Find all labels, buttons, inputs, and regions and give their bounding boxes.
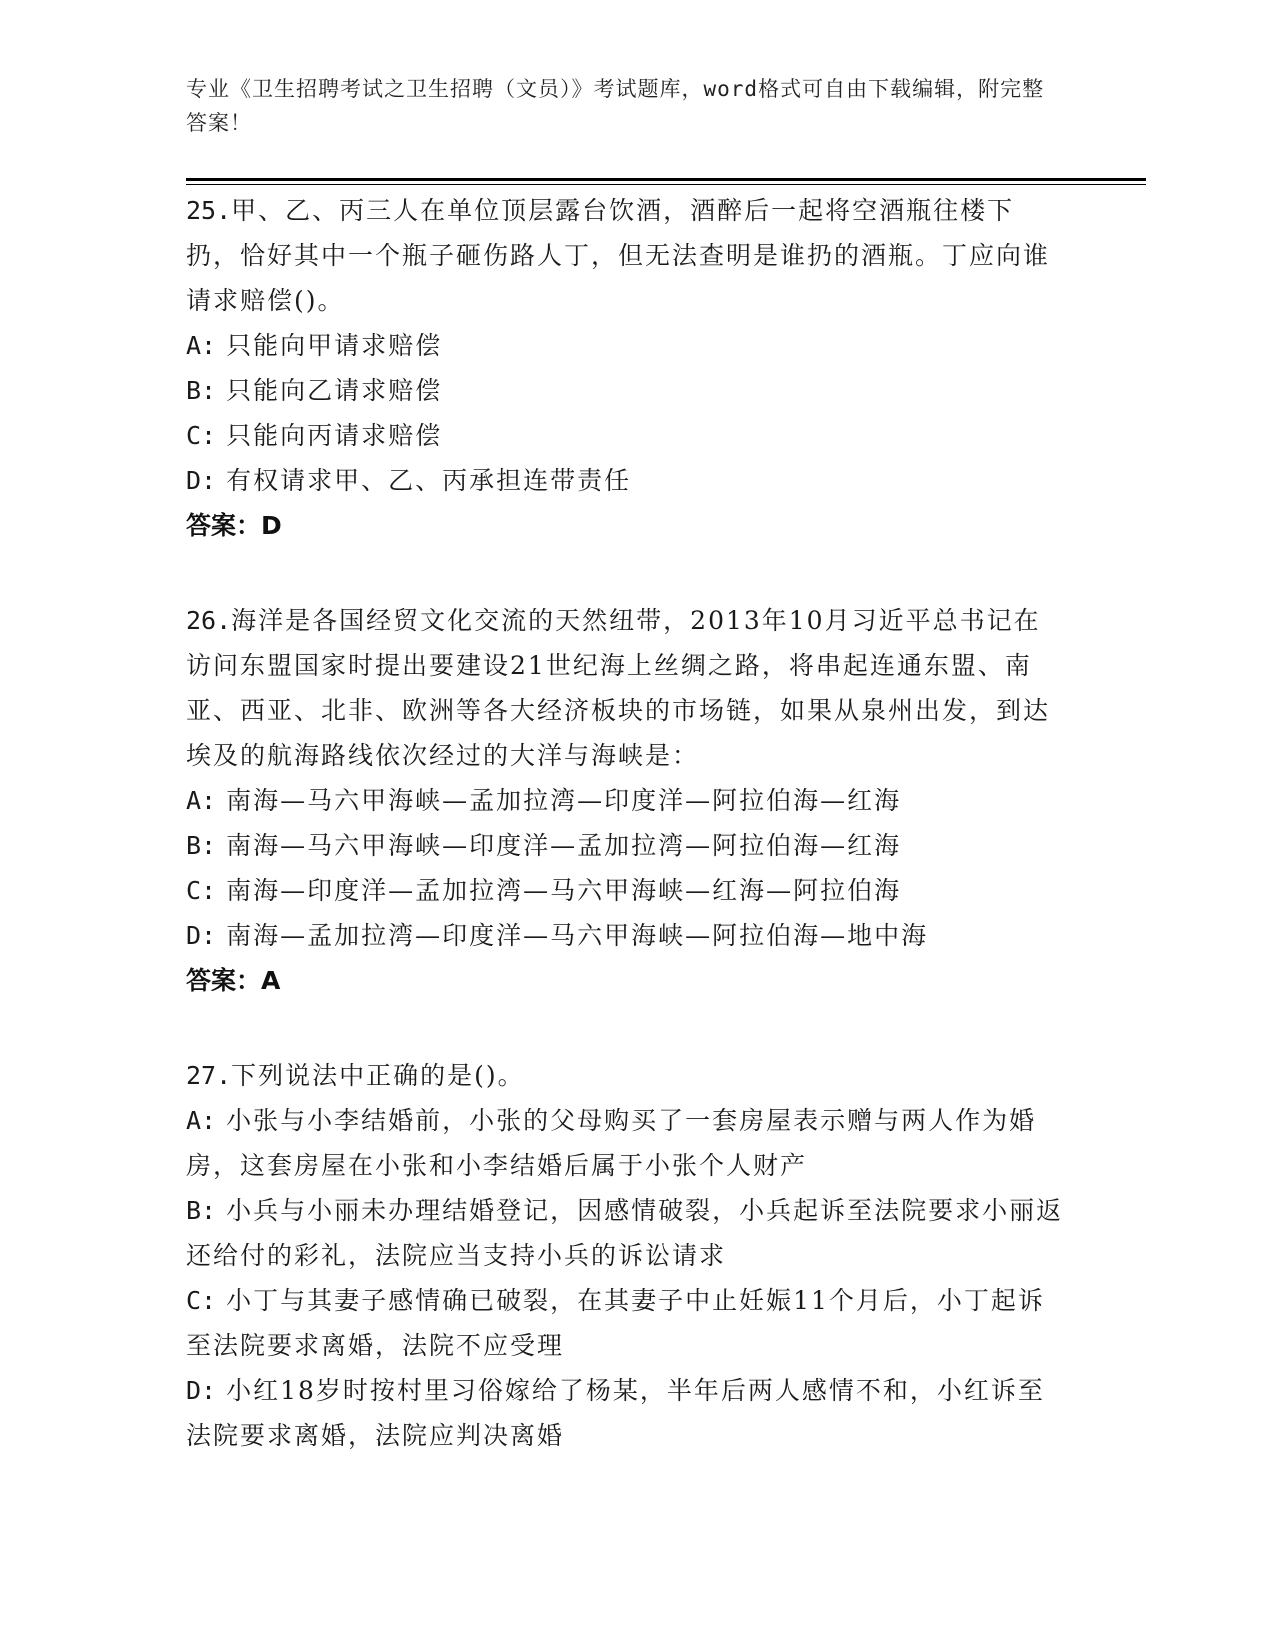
header-rule-thin	[186, 184, 1146, 185]
option-text: 小红18岁时按村里习俗嫁给了杨某，半年后两人感情不和，小红诉至法院要求离婚，法院应判决离婚	[186, 1376, 1045, 1450]
option-letter: B:	[186, 376, 217, 405]
option-d	[186, 1368, 1066, 1458]
option-text: 南海—印度洋—孟加拉湾—马六甲海峡—红海—阿拉伯海	[226, 876, 902, 905]
option-letter: A:	[186, 1106, 217, 1135]
option-text: 南海—孟加拉湾—印度洋—马六甲海峡—阿拉伯海—地中海	[226, 921, 929, 950]
option-text: 南海—马六甲海峡—印度洋—孟加拉湾—阿拉伯海—红海	[226, 831, 902, 860]
option-d	[186, 913, 1066, 958]
option-letter: D:	[186, 921, 217, 950]
option-letter: B:	[186, 831, 217, 860]
question-number: 25.	[186, 196, 232, 225]
option-text: 有权请求甲、乙、丙承担连带责任	[226, 466, 632, 495]
option-c	[186, 868, 1066, 913]
option-a	[186, 778, 1066, 823]
question-stem	[186, 188, 1066, 323]
question-stem	[186, 1053, 1066, 1098]
option-letter: C:	[186, 1286, 217, 1315]
option-text: 南海—马六甲海峡—孟加拉湾—印度洋—阿拉伯海—红海	[226, 786, 902, 815]
option-c	[186, 413, 1066, 458]
option-letter: D:	[186, 1376, 217, 1405]
option-a	[186, 1098, 1066, 1188]
question-text: 海洋是各国经贸文化交流的天然纽带，2013年10月习近平总书记在访问东盟国家时提出要建设21世纪海上丝绸之路，将串起连通东盟、南亚、西亚、北非、欧洲等各大经济板块的市场链，如果从泉州出发，到达埃及的航海路线依次经过的大洋与海峡是：	[186, 606, 1051, 770]
question-25	[186, 188, 1066, 548]
option-letter: A:	[186, 786, 217, 815]
question-27	[186, 1053, 1066, 1458]
question-number: 26.	[186, 606, 232, 635]
option-c	[186, 1278, 1066, 1368]
option-b	[186, 368, 1066, 413]
question-text: 下列说法中正确的是()。	[231, 1061, 525, 1090]
option-letter: C:	[186, 421, 217, 450]
option-text: 只能向甲请求赔偿	[226, 331, 443, 360]
document-page	[186, 0, 1146, 1650]
question-26	[186, 598, 1066, 1003]
option-letter: C:	[186, 876, 217, 905]
answer-label: 答案：D	[186, 511, 282, 540]
option-text: 小张与小李结婚前，小张的父母购买了一套房屋表示赠与两人作为婚房，这套房屋在小张和小李结婚后属于小张个人财产	[186, 1106, 1037, 1180]
question-number: 27.	[186, 1061, 232, 1090]
document-header: 专业《卫生招聘考试之卫生招聘（文员）》考试题库，word格式可自由下载编辑，附完整答案！	[186, 77, 1045, 135]
option-b	[186, 1188, 1066, 1278]
question-stem	[186, 598, 1066, 778]
option-text: 只能向乙请求赔偿	[226, 376, 443, 405]
answer-label: 答案：A	[186, 966, 281, 995]
option-letter: D:	[186, 466, 217, 495]
option-text: 小丁与其妻子感情确已破裂，在其妻子中止妊娠11个月后，小丁起诉至法院要求离婚，法院不应受理	[186, 1286, 1045, 1360]
option-text: 小兵与小丽未办理结婚登记，因感情破裂，小兵起诉至法院要求小丽返还给付的彩礼，法院应当支持小兵的诉讼请求	[186, 1196, 1064, 1270]
option-a	[186, 323, 1066, 368]
option-letter: B:	[186, 1196, 217, 1225]
option-d	[186, 458, 1066, 503]
header-rule-thick	[186, 178, 1146, 181]
option-text: 只能向丙请求赔偿	[226, 421, 443, 450]
question-list	[186, 188, 1066, 1508]
question-text: 甲、乙、丙三人在单位顶层露台饮酒，酒醉后一起将空酒瓶往楼下扔，恰好其中一个瓶子砸伤路人丁，但无法查明是谁扔的酒瓶。丁应向谁请求赔偿()。	[186, 196, 1051, 315]
option-letter: A:	[186, 331, 217, 360]
option-b	[186, 823, 1066, 868]
